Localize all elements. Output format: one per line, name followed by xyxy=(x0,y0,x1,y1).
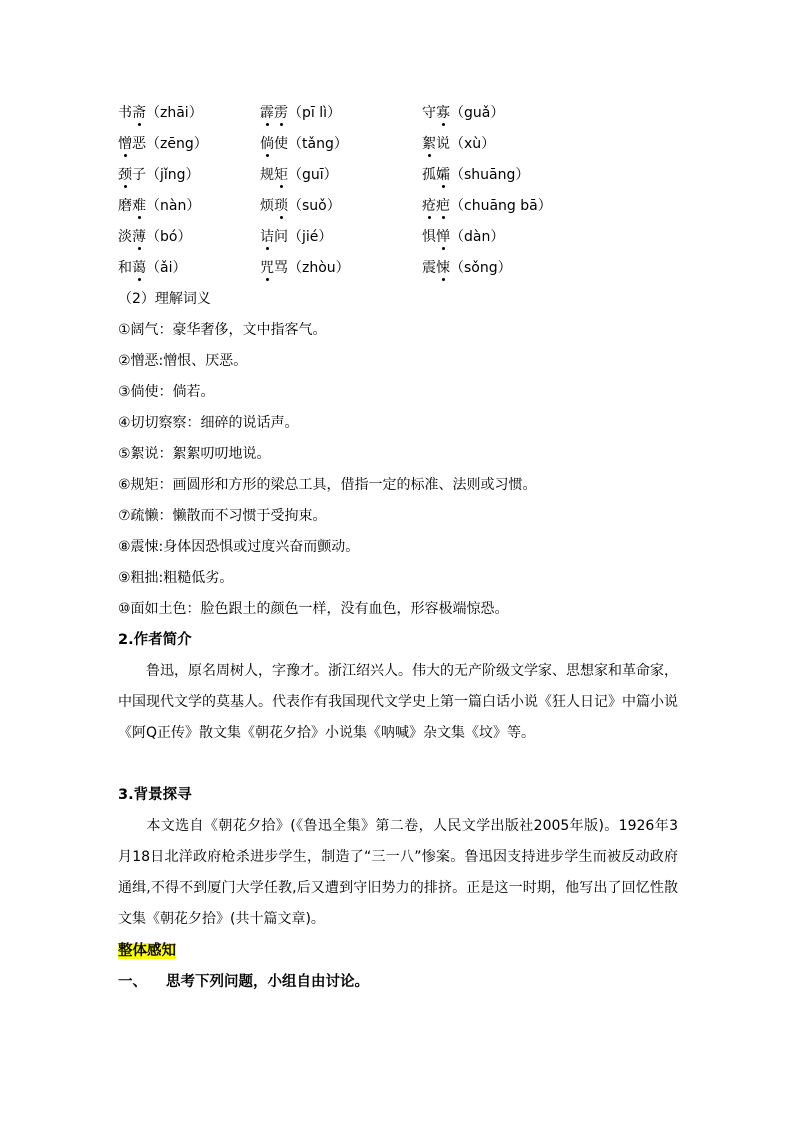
emphasized-character: 孀 xyxy=(436,164,450,184)
background-text: 本文选自《朝花夕拾》(《鲁迅全集》第二卷，人民文学出版社2005年版)。1926年3月18日北洋政府枪杀进步学生，制造了“三一八”惨案。鲁迅因支持进步学生而被反动政府通缉,不得不到厦门大学任教,后又遭到守旧势力的排挤。正是这一时期，他写出了回忆性散文集《朝花夕拾》(共十篇文章)。 xyxy=(118,818,678,927)
vocab-item: ③倘使：倘若。 xyxy=(118,384,215,400)
pronunciation-entry xyxy=(260,102,422,122)
pronunciation-entry xyxy=(422,226,672,246)
pinyin: （chuāng bā） xyxy=(450,197,552,214)
vocab-item: ⑨粗拙:粗糙低劣。 xyxy=(118,570,234,586)
pronunciation-row xyxy=(118,158,678,189)
pinyin: （shuāng） xyxy=(450,166,530,183)
pronunciation-entry xyxy=(260,164,422,184)
pronunciation-entry xyxy=(422,257,672,277)
vocab-item: ⑥规矩：画圆形和方形的梁总工具，借指一定的标准、法则或习惯。 xyxy=(118,477,537,493)
word-part: 和 xyxy=(118,259,132,276)
emphasized-character: 咒 xyxy=(260,257,274,277)
author-text: 鲁迅，原名周树人，字豫才。浙江绍兴人。伟大的无产阶级文学家、思想家和革命家，中国现代文学的莫基人。代表作有我国现代文学史上第一篇白话小说《狂人日记》中篇小说《阿Q正传》散文集《朝花夕拾》小说集《呐喊》杂文集《坟》等。 xyxy=(118,663,678,741)
pronunciation-entry xyxy=(260,195,422,215)
word-part: 孤 xyxy=(422,166,436,183)
pronunciation-entry xyxy=(260,257,422,277)
pronunciation-row xyxy=(118,96,678,127)
pronunciation-entry xyxy=(260,133,422,153)
emphasized-character: 絮 xyxy=(422,133,436,153)
pronunciation-entry xyxy=(422,195,672,215)
pinyin: （pī lì） xyxy=(288,104,342,121)
pinyin: （xù） xyxy=(450,135,496,152)
emphasized-character: 矩 xyxy=(274,164,288,184)
word-part: 骂 xyxy=(274,259,288,276)
emphasized-character: 蔼 xyxy=(132,257,146,277)
word-part: 规 xyxy=(260,166,274,183)
word-part: 震 xyxy=(422,259,436,276)
vocab-item: ⑤絮说：絮絮叨叨地说。 xyxy=(118,446,271,462)
pronunciation-entry xyxy=(118,164,260,184)
emphasized-character: 倘 xyxy=(260,133,274,153)
pronunciation-row xyxy=(118,251,678,282)
word-part: 烦 xyxy=(260,197,274,214)
pinyin: （jǐng） xyxy=(146,166,200,183)
question-text: 思考下列问题，小组自由讨论。 xyxy=(166,974,369,990)
overall-heading: 整体感知 xyxy=(118,943,176,959)
pronunciation-entry xyxy=(422,102,672,122)
pronunciation-entry xyxy=(422,164,672,184)
emphasized-character: 琐 xyxy=(274,195,288,215)
overall-section xyxy=(118,936,678,998)
word-part: 书 xyxy=(118,104,132,121)
pinyin: （guǎ） xyxy=(450,104,505,121)
question-number: 一、 xyxy=(118,974,147,990)
emphasized-character: 疮 xyxy=(422,195,436,215)
word-part: 恶 xyxy=(132,135,146,152)
pinyin: （bó） xyxy=(146,228,192,245)
emphasized-character: 薄 xyxy=(132,226,146,246)
pronunciation-row xyxy=(118,220,678,251)
author-paragraph xyxy=(118,656,678,749)
pronunciation-entry xyxy=(260,226,422,246)
pronunciation-entry xyxy=(118,102,260,122)
author-heading: 2.作者简介 xyxy=(118,632,192,648)
emphasized-character: 斋 xyxy=(132,102,146,122)
word-part: 淡 xyxy=(118,228,132,245)
pinyin: （nàn） xyxy=(146,197,201,214)
vocab-item: ⑦疏懒：懒散而不习惯于受拘束。 xyxy=(118,508,327,524)
pinyin: （tǎng） xyxy=(288,135,348,152)
word-part: 子 xyxy=(132,166,146,183)
pinyin: （guī） xyxy=(288,166,338,183)
vocab-item: ⑩面如土色：脸色跟土的颜色一样，没有血色，形容极端惊恐。 xyxy=(118,601,509,617)
word-part: 磨 xyxy=(118,197,132,214)
pronunciation-entry xyxy=(422,133,672,153)
pinyin: （sǒng） xyxy=(450,259,512,276)
vocab-item: ①阔气：豪华奢侈，文中指客气。 xyxy=(118,322,327,338)
author-section xyxy=(118,625,678,749)
emphasized-character: 悚 xyxy=(436,257,450,277)
emphasized-character: 惮 xyxy=(436,226,450,246)
background-paragraph xyxy=(118,811,678,935)
pronunciation-row xyxy=(118,189,678,220)
pinyin: （ǎi） xyxy=(146,259,187,276)
background-section xyxy=(118,780,678,935)
pinyin: （zhāi） xyxy=(146,104,203,121)
emphasized-character: 颈 xyxy=(118,164,132,184)
word-part: 守 xyxy=(422,104,436,121)
background-heading: 3.背景探寻 xyxy=(118,787,192,803)
vocab-item: ④切切察察：细碎的说话声。 xyxy=(118,415,299,431)
pinyin: （zhòu） xyxy=(288,259,350,276)
word-part: 惧 xyxy=(422,228,436,245)
pronunciation-row xyxy=(118,127,678,158)
discussion-question xyxy=(118,967,678,998)
pinyin: （suǒ） xyxy=(288,197,341,214)
emphasized-character: 寡 xyxy=(436,102,450,122)
word-part: 说 xyxy=(436,135,450,152)
pinyin: （jié） xyxy=(288,228,333,245)
emphasized-character: 诘 xyxy=(260,226,274,246)
emphasized-character: 憎 xyxy=(118,133,132,153)
pronunciation-entry xyxy=(118,133,260,153)
vocab-item: ②憎恶:憎恨、厌恶。 xyxy=(118,353,248,369)
emphasized-character: 雳 xyxy=(274,102,288,122)
word-part: 问 xyxy=(274,228,288,245)
pinyin: （dàn） xyxy=(450,228,505,245)
vocab-section xyxy=(118,284,678,625)
emphasized-character: 难 xyxy=(132,195,146,215)
emphasized-character: 疤 xyxy=(436,195,450,215)
emphasized-character: 霹 xyxy=(260,102,274,122)
pronunciation-table xyxy=(118,96,678,282)
pronunciation-entry xyxy=(118,226,260,246)
pronunciation-entry xyxy=(118,257,260,277)
word-part: 使 xyxy=(274,135,288,152)
pronunciation-entry xyxy=(118,195,260,215)
vocab-item: ⑧震悚:身体因恐惧或过度兴奋而颤动。 xyxy=(118,539,360,555)
pinyin: （zēng） xyxy=(146,135,208,152)
vocab-heading: （2）理解词义 xyxy=(118,291,211,307)
vocab-list xyxy=(118,315,678,625)
